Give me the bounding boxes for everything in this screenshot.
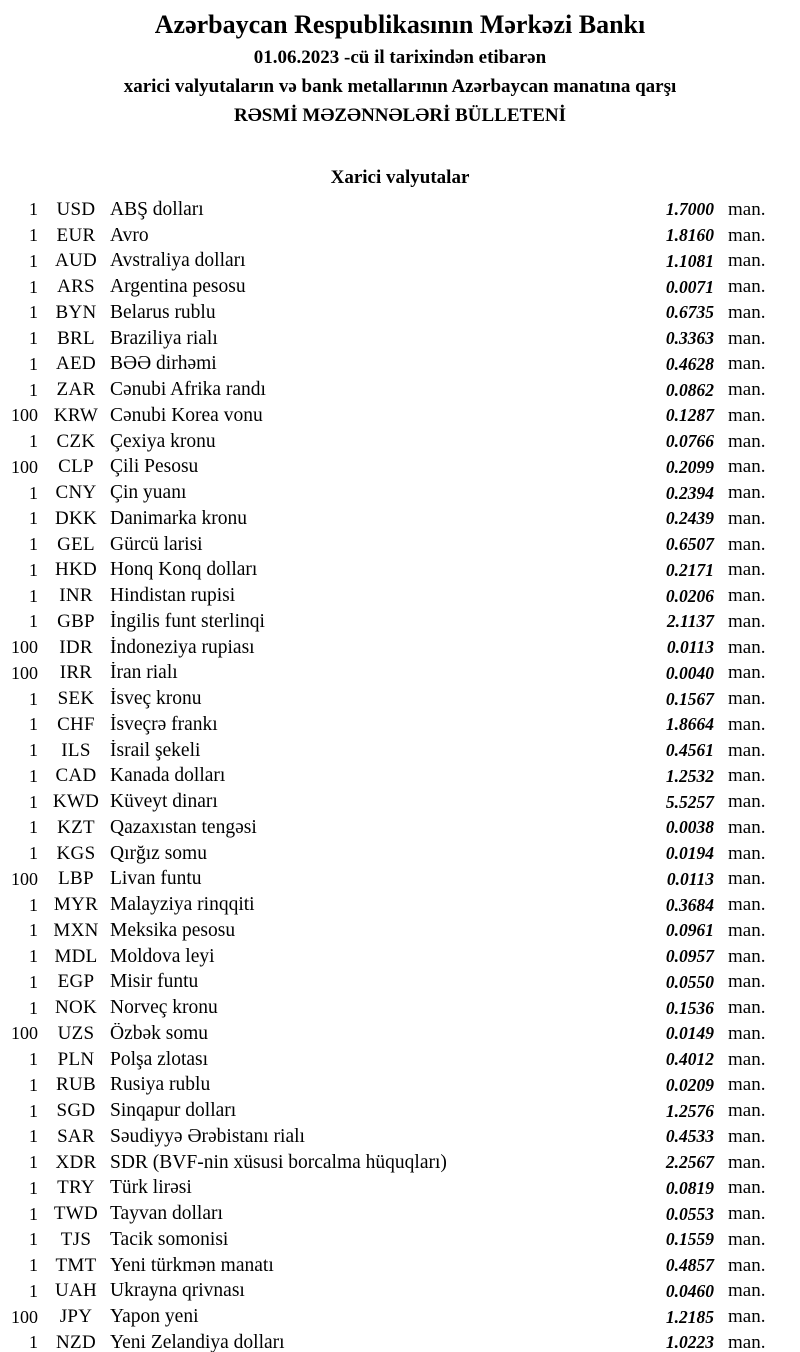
rate-row	[0, 480, 800, 506]
unit-quantity: 1	[29, 1100, 38, 1121]
currency-name: Ukrayna qrivnası	[110, 1280, 245, 1302]
currency-code: MDL	[54, 945, 98, 967]
currency-name: İsveçrə frankı	[110, 713, 218, 735]
rate-value: 0.0862	[665, 379, 714, 400]
rate-value: 1.8664	[665, 714, 714, 735]
manat-unit-label: man.	[728, 636, 766, 658]
rate-row	[0, 918, 800, 944]
rate-row	[0, 300, 800, 326]
rate-value: 1.2532	[665, 765, 714, 786]
rate-row	[0, 764, 800, 790]
manat-unit-label: man.	[728, 1203, 766, 1225]
manat-unit-label: man.	[728, 919, 766, 941]
rate-row	[0, 1253, 800, 1279]
unit-quantity: 1	[29, 1177, 38, 1198]
manat-unit-label: man.	[728, 224, 766, 246]
currency-code: SEK	[57, 688, 95, 710]
rate-value: 0.0957	[665, 946, 714, 967]
rate-row	[0, 944, 800, 970]
currency-name: Livan funtu	[110, 868, 202, 890]
unit-quantity: 1	[29, 611, 38, 632]
rate-value: 0.3684	[665, 894, 714, 915]
currency-name: SDR (BVF-nin xüsusi borcalma hüquqları)	[110, 1151, 447, 1173]
currency-code: BYN	[55, 301, 97, 323]
currency-code: CNY	[55, 482, 97, 504]
rate-value: 0.0961	[665, 920, 714, 941]
rate-row	[0, 558, 800, 584]
unit-quantity: 1	[29, 1049, 38, 1070]
rate-row	[0, 1176, 800, 1202]
currency-name: Tacik somonisi	[110, 1228, 229, 1250]
rate-row	[0, 789, 800, 815]
currency-name: Tayvan dolları	[110, 1203, 223, 1225]
unit-quantity: 1	[29, 328, 38, 349]
currency-name: Argentina pesosu	[110, 276, 246, 298]
manat-unit-label: man.	[728, 1074, 766, 1096]
currency-code: KZT	[57, 816, 95, 838]
rate-value: 1.7000	[665, 199, 714, 220]
currency-code: GBP	[57, 610, 95, 632]
unit-quantity: 1	[29, 714, 38, 735]
rate-row	[0, 1073, 800, 1099]
currency-name: Rusiya rublu	[110, 1074, 211, 1096]
currency-name: Malayziya rinqqiti	[110, 894, 255, 916]
currency-code: CHF	[57, 713, 95, 735]
rate-value: 1.8160	[665, 225, 714, 246]
unit-quantity: 1	[29, 508, 38, 529]
rate-value: 0.0460	[665, 1280, 714, 1301]
manat-unit-label: man.	[728, 198, 766, 220]
manat-unit-label: man.	[728, 404, 766, 426]
rate-row	[0, 583, 800, 609]
currency-code: IDR	[59, 636, 93, 658]
currency-code: MYR	[53, 894, 99, 916]
currency-name: Hindistan rupisi	[110, 585, 236, 607]
rate-row	[0, 455, 800, 481]
currency-name: İran rialı	[110, 662, 178, 684]
manat-unit-label: man.	[728, 997, 766, 1019]
currency-name: Cənubi Korea vonu	[110, 404, 263, 426]
manat-unit-label: man.	[728, 739, 766, 761]
currency-code: IRR	[59, 662, 93, 684]
rate-row	[0, 429, 800, 455]
unit-quantity: 1	[29, 1280, 38, 1301]
rate-value: 2.1137	[666, 611, 714, 632]
currency-code: ZAR	[56, 379, 96, 401]
currency-code: PLN	[57, 1048, 95, 1070]
currency-code: KWD	[52, 791, 100, 813]
currency-name: Kanada dolları	[110, 765, 226, 787]
rate-value: 0.0209	[665, 1074, 714, 1095]
currency-name: Avro	[110, 224, 149, 246]
unit-quantity: 1	[29, 946, 38, 967]
unit-quantity: 1	[29, 1203, 38, 1224]
manat-unit-label: man.	[728, 430, 766, 452]
unit-quantity: 1	[29, 276, 38, 297]
rate-row	[0, 249, 800, 275]
rate-value: 0.4012	[665, 1049, 714, 1070]
rate-value: 0.0553	[665, 1203, 714, 1224]
unit-quantity: 1	[29, 740, 38, 761]
currency-name: İsveç kronu	[110, 688, 202, 710]
rate-row	[0, 686, 800, 712]
currency-code: AUD	[54, 250, 98, 272]
manat-unit-label: man.	[728, 1228, 766, 1250]
rate-row	[0, 1150, 800, 1176]
bulletin-header	[0, 0, 800, 130]
currency-code: CAD	[55, 765, 97, 787]
manat-unit-label: man.	[728, 945, 766, 967]
currency-code: BRL	[57, 327, 95, 349]
rate-value: 0.4857	[665, 1255, 714, 1276]
currency-code: KGS	[56, 842, 96, 864]
currency-code: NOK	[54, 997, 98, 1019]
rate-value: 0.2439	[665, 508, 714, 529]
rate-row	[0, 403, 800, 429]
unit-quantity: 1	[29, 920, 38, 941]
currency-name: BƏƏ dirhəmi	[110, 353, 217, 375]
manat-unit-label: man.	[728, 1100, 766, 1122]
currency-code: NZD	[56, 1331, 96, 1352]
rate-value: 0.4561	[665, 740, 714, 761]
unit-quantity: 1	[29, 431, 38, 452]
manat-unit-label: man.	[728, 327, 766, 349]
unit-quantity: 1	[29, 1126, 38, 1147]
rate-value: 0.3363	[665, 328, 714, 349]
currency-code: TWD	[53, 1203, 99, 1225]
currency-code: SAR	[57, 1125, 95, 1147]
currency-code: INR	[59, 585, 93, 607]
currency-name: Yeni türkmən manatı	[110, 1254, 274, 1276]
unit-quantity: 1	[29, 559, 38, 580]
rate-row	[0, 1279, 800, 1305]
rate-value: 0.0149	[665, 1023, 714, 1044]
rate-value: 0.2099	[665, 456, 714, 477]
manat-unit-label: man.	[728, 1125, 766, 1147]
currency-name: Yeni Zelandiya dolları	[110, 1331, 285, 1352]
rate-row	[0, 970, 800, 996]
unit-quantity: 1	[29, 688, 38, 709]
manat-unit-label: man.	[728, 1177, 766, 1199]
unit-quantity: 100	[11, 868, 38, 889]
rate-value: 1.0223	[665, 1332, 714, 1352]
manat-unit-label: man.	[728, 533, 766, 555]
currency-name: Sinqapur dolları	[110, 1100, 237, 1122]
currency-code: AED	[56, 353, 96, 375]
currency-code: MXN	[53, 919, 99, 941]
rate-value: 0.0113	[666, 868, 714, 889]
unit-quantity: 1	[29, 250, 38, 271]
currency-name: ABŞ dolları	[110, 198, 204, 220]
rate-value: 0.1536	[665, 997, 714, 1018]
unit-quantity: 100	[11, 456, 38, 477]
currency-code: EGP	[57, 971, 95, 993]
unit-quantity: 1	[29, 1255, 38, 1276]
manat-unit-label: man.	[728, 765, 766, 787]
currency-name: İsrail şekeli	[110, 739, 201, 761]
currency-name: Misir funtu	[110, 971, 199, 993]
currency-name: Honq Konq dolları	[110, 559, 258, 581]
rate-row	[0, 738, 800, 764]
manat-unit-label: man.	[728, 456, 766, 478]
currency-name: Çili Pesosu	[110, 456, 199, 478]
unit-quantity: 1	[29, 791, 38, 812]
manat-unit-label: man.	[728, 1048, 766, 1070]
rate-value: 1.2185	[665, 1306, 714, 1327]
manat-unit-label: man.	[728, 1151, 766, 1173]
rate-value: 0.6507	[665, 534, 714, 555]
rate-value: 0.2394	[665, 482, 714, 503]
currency-code: SGD	[56, 1100, 96, 1122]
rate-row	[0, 197, 800, 223]
unit-quantity: 1	[29, 534, 38, 555]
currency-code: JPY	[59, 1306, 93, 1328]
rate-value: 0.1567	[665, 688, 714, 709]
unit-quantity: 1	[29, 843, 38, 864]
section-title: Xarici valyutalar	[330, 167, 470, 188]
rate-value: 1.1081	[665, 250, 714, 271]
rate-value: 0.1287	[665, 405, 714, 426]
currency-name: Gürcü larisi	[110, 533, 203, 555]
rate-value: 0.0071	[665, 276, 714, 297]
rate-value: 0.0040	[665, 662, 714, 683]
unit-quantity: 100	[11, 1306, 38, 1327]
rate-row	[0, 1021, 800, 1047]
currency-name: Yapon yeni	[110, 1306, 199, 1328]
manat-unit-label: man.	[728, 353, 766, 375]
unit-quantity: 1	[29, 894, 38, 915]
currency-code: ILS	[61, 739, 91, 761]
subtitle-line-1: xarici valyutaların və bank metallarının Azərbaycan manatına qarşı	[123, 76, 677, 97]
unit-quantity: 1	[29, 817, 38, 838]
rate-row	[0, 1227, 800, 1253]
rate-value: 0.0550	[665, 971, 714, 992]
manat-unit-label: man.	[728, 791, 766, 813]
rate-value: 5.5257	[665, 791, 714, 812]
manat-unit-label: man.	[728, 894, 766, 916]
rate-row	[0, 532, 800, 558]
rate-value: 0.0819	[665, 1177, 714, 1198]
unit-quantity: 1	[29, 1074, 38, 1095]
rate-row	[0, 609, 800, 635]
manat-unit-label: man.	[728, 713, 766, 735]
currency-code: USD	[56, 198, 96, 220]
manat-unit-label: man.	[728, 662, 766, 684]
manat-unit-label: man.	[728, 816, 766, 838]
rate-value: 1.2576	[665, 1100, 714, 1121]
unit-quantity: 1	[29, 1229, 38, 1250]
rate-row	[0, 352, 800, 378]
unit-quantity: 100	[11, 405, 38, 426]
rate-row	[0, 1098, 800, 1124]
currency-code: HKD	[54, 559, 98, 581]
currency-code: UAH	[54, 1280, 98, 1302]
unit-quantity: 1	[29, 1332, 38, 1352]
currency-name: Belarus rublu	[110, 301, 216, 323]
rate-value: 0.2171	[665, 559, 714, 580]
rate-row	[0, 815, 800, 841]
currency-name: Norveç kronu	[110, 997, 218, 1019]
currency-code: TRY	[57, 1177, 95, 1199]
rate-row	[0, 712, 800, 738]
rate-row	[0, 326, 800, 352]
currency-name: Avstraliya dolları	[110, 250, 246, 272]
unit-quantity: 100	[11, 1023, 38, 1044]
rate-value: 0.4533	[665, 1126, 714, 1147]
unit-quantity: 1	[29, 765, 38, 786]
currency-code: TMT	[55, 1254, 97, 1276]
currency-name: Küveyt dinarı	[110, 791, 218, 813]
manat-unit-label: man.	[728, 688, 766, 710]
manat-unit-label: man.	[728, 1280, 766, 1302]
manat-unit-label: man.	[728, 482, 766, 504]
manat-unit-label: man.	[728, 1254, 766, 1276]
rate-value: 0.0206	[665, 585, 714, 606]
currency-code: LBP	[58, 868, 94, 890]
currency-name: Meksika pesosu	[110, 919, 236, 941]
unit-quantity: 1	[29, 482, 38, 503]
currency-code: KRW	[53, 404, 99, 426]
manat-unit-label: man.	[728, 276, 766, 298]
currency-code: ARS	[57, 276, 95, 298]
rate-row	[0, 892, 800, 918]
rate-value: 0.4628	[665, 353, 714, 374]
currency-code: RUB	[56, 1074, 96, 1096]
manat-unit-label: man.	[728, 842, 766, 864]
currency-name: Çexiya kronu	[110, 430, 216, 452]
effective-date-line: 01.06.2023 -cü il tarixindən etibarən	[253, 47, 547, 68]
rate-row	[0, 223, 800, 249]
rate-row	[0, 274, 800, 300]
rate-row	[0, 506, 800, 532]
rate-value: 0.6735	[665, 302, 714, 323]
currency-name: İngilis funt sterlinqi	[110, 610, 265, 632]
manat-unit-label: man.	[728, 559, 766, 581]
currency-code: EUR	[56, 224, 96, 246]
manat-unit-label: man.	[728, 610, 766, 632]
currency-code: CLP	[58, 456, 94, 478]
unit-quantity: 1	[29, 379, 38, 400]
rate-row	[0, 1124, 800, 1150]
rate-row	[0, 1047, 800, 1073]
rate-value: 0.0766	[665, 431, 714, 452]
rate-row	[0, 1304, 800, 1330]
manat-unit-label: man.	[728, 379, 766, 401]
unit-quantity: 1	[29, 225, 38, 246]
manat-unit-label: man.	[728, 1306, 766, 1328]
unit-quantity: 100	[11, 662, 38, 683]
currency-code: GEL	[57, 533, 95, 555]
currency-name: Özbək somu	[110, 1022, 209, 1044]
currency-name: Polşa zlotası	[110, 1048, 209, 1070]
unit-quantity: 1	[29, 302, 38, 323]
unit-quantity: 1	[29, 1152, 38, 1173]
manat-unit-label: man.	[728, 585, 766, 607]
rate-row	[0, 1330, 800, 1352]
rate-row	[0, 1201, 800, 1227]
rate-row	[0, 867, 800, 893]
currency-code: DKK	[54, 507, 98, 529]
currency-name: Səudiyyə Ərəbistanı rialı	[110, 1125, 305, 1147]
currency-code: CZK	[56, 430, 96, 452]
subtitle-line-2: RƏSMİ MƏZƏNNƏLƏRİ BÜLLETENİ	[233, 105, 566, 126]
currency-name: Cənubi Afrika randı	[110, 379, 266, 401]
rate-row	[0, 995, 800, 1021]
manat-unit-label: man.	[728, 1331, 766, 1352]
unit-quantity: 1	[29, 353, 38, 374]
currency-code: XDR	[55, 1151, 97, 1173]
rate-row	[0, 635, 800, 661]
currency-name: Çin yuanı	[110, 482, 187, 504]
unit-quantity: 1	[29, 199, 38, 220]
unit-quantity: 1	[29, 585, 38, 606]
manat-unit-label: man.	[728, 1022, 766, 1044]
unit-quantity: 1	[29, 971, 38, 992]
rate-row	[0, 377, 800, 403]
currency-name: Qırğız somu	[110, 842, 207, 864]
currency-name: İndoneziya rupiası	[110, 636, 255, 658]
rate-row	[0, 841, 800, 867]
currency-name: Qazaxıstan tengəsi	[110, 816, 257, 838]
currency-name: Türk lirəsi	[110, 1177, 192, 1199]
currency-name: Danimarka kronu	[110, 507, 247, 529]
rate-value: 0.0113	[666, 637, 714, 658]
manat-unit-label: man.	[728, 971, 766, 993]
rate-row	[0, 661, 800, 687]
currency-name: Braziliya rialı	[110, 327, 218, 349]
rate-value: 0.0194	[665, 843, 714, 864]
rate-value: 0.1559	[665, 1229, 714, 1250]
unit-quantity: 1	[29, 997, 38, 1018]
bank-title: Azərbaycan Respublikasının Mərkəzi Bankı	[154, 10, 646, 39]
exchange-rates-table	[0, 197, 800, 1352]
rate-value: 2.2567	[665, 1152, 714, 1173]
manat-unit-label: man.	[728, 301, 766, 323]
currency-code: UZS	[57, 1022, 95, 1044]
currency-code: TJS	[60, 1228, 92, 1250]
manat-unit-label: man.	[728, 250, 766, 272]
unit-quantity: 100	[11, 637, 38, 658]
rate-value: 0.0038	[665, 817, 714, 838]
manat-unit-label: man.	[728, 868, 766, 890]
manat-unit-label: man.	[728, 507, 766, 529]
currency-name: Moldova leyi	[110, 945, 215, 967]
